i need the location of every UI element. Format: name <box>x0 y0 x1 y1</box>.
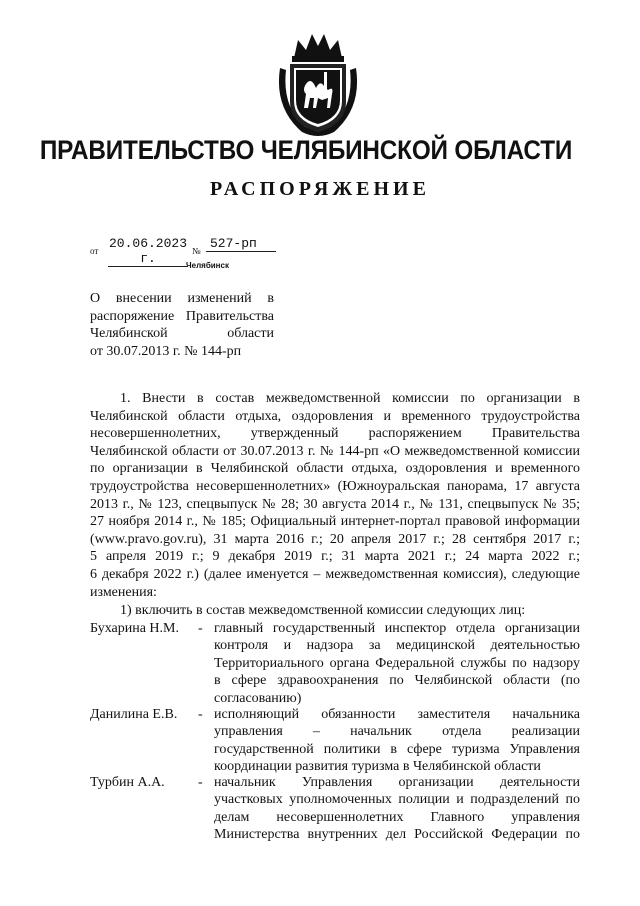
member-dash: - <box>198 707 203 722</box>
main-paragraph <box>90 390 580 601</box>
paragraph-line: (www.pravo.gov.ru), 31 марта 2016 г.; 20 апреля 2017 г.; 28 сентября 2017 г.; <box>90 531 580 547</box>
paragraph-line: 6 декабря 2022 г.) (далее именуется – межведомственная комиссия), следующие <box>90 566 580 582</box>
subject-line: Челябинской области <box>90 326 274 341</box>
paragraph-line: 5 апреля 2019 г.; 9 декабря 2019 г.; 31 марта 2021 г.; 24 марта 2022 г.; <box>90 549 580 565</box>
subject-line: О внесении изменений в <box>90 291 274 306</box>
member-name: Турбин А.А. <box>90 775 165 790</box>
role-line: начальник Управления организации деятельности <box>214 775 580 790</box>
member-name: Данилина Е.В. <box>90 707 178 722</box>
number-sign: № <box>192 246 201 256</box>
date-prefix: от <box>90 246 99 256</box>
role-line: главный государственный инспектор отдела организации <box>214 621 580 636</box>
role-line: координации развития туризма в Челябинской области <box>214 759 541 775</box>
member-role <box>214 774 580 844</box>
document-type: РАСПОРЯЖЕНИЕ <box>210 178 430 200</box>
member-entry <box>90 774 580 846</box>
role-line: исполняющий обязанности заместителя начальника <box>214 707 580 722</box>
role-line: участковых уполномоченных полиции и подразделений по <box>214 792 580 808</box>
paragraph-line: трудоустройства несовершеннолетних» (Южноуральская панорама, 17 августа <box>90 478 580 494</box>
member-dash: - <box>198 775 203 790</box>
member-dash: - <box>198 621 203 636</box>
paragraph-line: несовершеннолетних, утвержденный распоряжением Правительства <box>90 426 580 442</box>
role-line: делам несовершеннолетних Главного управления <box>214 809 580 825</box>
role-line: контроля и надзора за медицинской деятельностью <box>214 638 580 654</box>
paragraph-line: Челябинской области отдыха, оздоровления и временного трудоустройства <box>90 408 580 424</box>
subject-line: распоряжение Правительства <box>90 308 274 324</box>
member-name: Бухарина Н.М. <box>90 621 179 636</box>
government-title: ПРАВИТЕЛЬСТВО ЧЕЛЯБИНСКОЙ ОБЛАСТИ <box>39 135 573 165</box>
member-entry <box>90 620 580 710</box>
item-1-heading: 1) включить в состав межведомственной комиссии следующих лиц: <box>120 603 526 618</box>
role-line: в сфере здравоохранения по Челябинской области (по <box>214 673 580 689</box>
coat-of-arms-icon <box>272 28 364 140</box>
paragraph-line: 27 ноября 2014 г., № 185; Официальный интернет-портал правовой информации <box>90 514 580 530</box>
city: Челябинск <box>186 261 229 270</box>
paragraph-line: 1. Внести в состав межведомственной комиссии по организации в <box>120 391 580 406</box>
role-line: государственной политики в сфере туризма Управления <box>214 741 580 757</box>
role-line: согласованию) <box>214 690 302 706</box>
role-line: Территориального органа Федеральной службы по надзору <box>214 655 580 671</box>
member-role <box>214 706 580 776</box>
paragraph-line: по организации в Челябинской области отдыха, оздоровления и временного <box>90 461 580 477</box>
role-line: управления – начальник отдела реализации <box>214 724 580 740</box>
document-number: 527-рп <box>206 236 276 252</box>
role-line: Министерства внутренних дел Российской Федерации по <box>214 827 580 843</box>
paragraph-line: Челябинской области от 30.07.2013 г. № 144-рп «О межведомственной комиссии <box>90 443 580 459</box>
paragraph-line: изменения: <box>90 584 157 600</box>
subject-line: от 30.07.2013 г. № 144-рп <box>90 343 242 359</box>
member-role <box>214 620 580 707</box>
subject-block <box>90 290 274 360</box>
member-entry <box>90 706 580 778</box>
paragraph-line: 2013 г., № 123, спецвыпуск № 28; 30 августа 2014 г., № 131, спецвыпуск № 35; <box>90 496 580 512</box>
document-date: 20.06.2023 г. <box>108 236 187 266</box>
